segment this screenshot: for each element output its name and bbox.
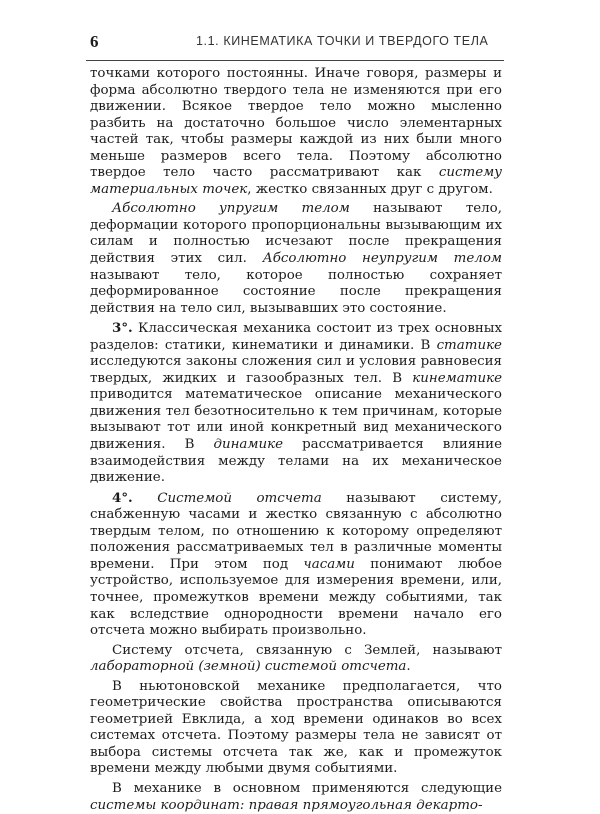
text-run [133, 491, 158, 506]
italic-term: статике [436, 337, 502, 353]
italic-term: систему материальных точек [90, 165, 502, 197]
text-run: называют тело, которое полностью сохраняет деформированное состояние после прекращения действия на тело сил, вызывавших это состояние. [90, 267, 502, 316]
text-run: называют систему, снабженную часами и жестко связанную с абсолютно твердым телом, по отношению к которому определяют положения рассматриваемых тел в различные моменты времени. При этом под [90, 490, 502, 572]
paragraph [90, 320, 502, 486]
paragraph [90, 679, 502, 778]
text-run: В ньютоновской механике предполагается, что геометрические свойства пространства описываются геометрией Евклида, а ход времени одинаков во всех системах отсчета. Поэтому размеры тела не зависят от выбора системы отсчета так же, как и промежуток времени между любыми двумя событиями. [90, 678, 502, 777]
text-run: понимают любое устройство, используемое для измерения времени, или, точнее, промежутков времени между событиями, так как вследствие однородности времени начало его отсчета можно выбирать произвольно. [90, 556, 502, 639]
page-number: 6 [90, 32, 99, 51]
section-number: 4°. [112, 489, 133, 506]
text-run: исследуются законы сложения сил и условия равновесия твердых, жидких и газообразных тел. В [90, 354, 502, 386]
italic-term: часами [303, 556, 355, 572]
text-run: точками которого постоянны. Иначе говоря, размеры и форма абсолютно твердого тела не изменяются при его движении. Всякое твердое тело можно мысленно разбить на достаточно большое число элементарных частей так, чтобы размеры каждой из них были много меньше размеров всего тела. Поэтому абсолютно твердое тело часто рассматривают как [90, 66, 502, 181]
italic-term: Абсолютно упругим телом [112, 201, 350, 217]
italic-term: кинематике [412, 370, 502, 386]
text-run: . [406, 659, 411, 675]
paragraph [90, 66, 502, 198]
body-text [90, 66, 502, 814]
paragraph [90, 781, 502, 814]
text-run: Систему отсчета, связанную с Землей, называют [112, 642, 502, 658]
italic-term: Системой отсчета [157, 490, 322, 506]
text-run: рассматривается влияние взаимодействия между телами на их механическое движение. [90, 437, 502, 486]
text-run: называют тело, деформации которого пропорциональны вызывающим их силам и полностью исчезают после прекращения действия этих сил. [90, 201, 502, 267]
paragraph [90, 490, 502, 640]
italic-term: Абсолютно неупругим телом [262, 251, 502, 267]
paragraph [90, 643, 502, 676]
text-run: , жестко связанных друг с другом. [247, 181, 493, 197]
header-rule [86, 60, 504, 61]
text-run: В механике в основном применяются следующие [112, 780, 502, 796]
italic-term: динамике [213, 437, 284, 453]
paragraph [90, 201, 502, 317]
text-run: Классическая механика состоит из трех основных разделов: статики, кинематики и динамики. В [90, 321, 502, 353]
italic-term: лабораторной (земной) системой отсчета [90, 659, 407, 675]
section-number: 3°. [112, 320, 133, 337]
page-header [86, 30, 504, 52]
italic-term: системы координат: правая прямоугольная декарто- [90, 797, 483, 813]
text-run: приводится математическое описание механического движения тел безотносительно к тем причинам, которые вызывают тот или иной конкретный вид механического движения. В [90, 387, 502, 453]
running-head: 1.1. КИНЕМАТИКА ТОЧКИ И ТВЕРДОГО ТЕЛА [196, 34, 489, 48]
